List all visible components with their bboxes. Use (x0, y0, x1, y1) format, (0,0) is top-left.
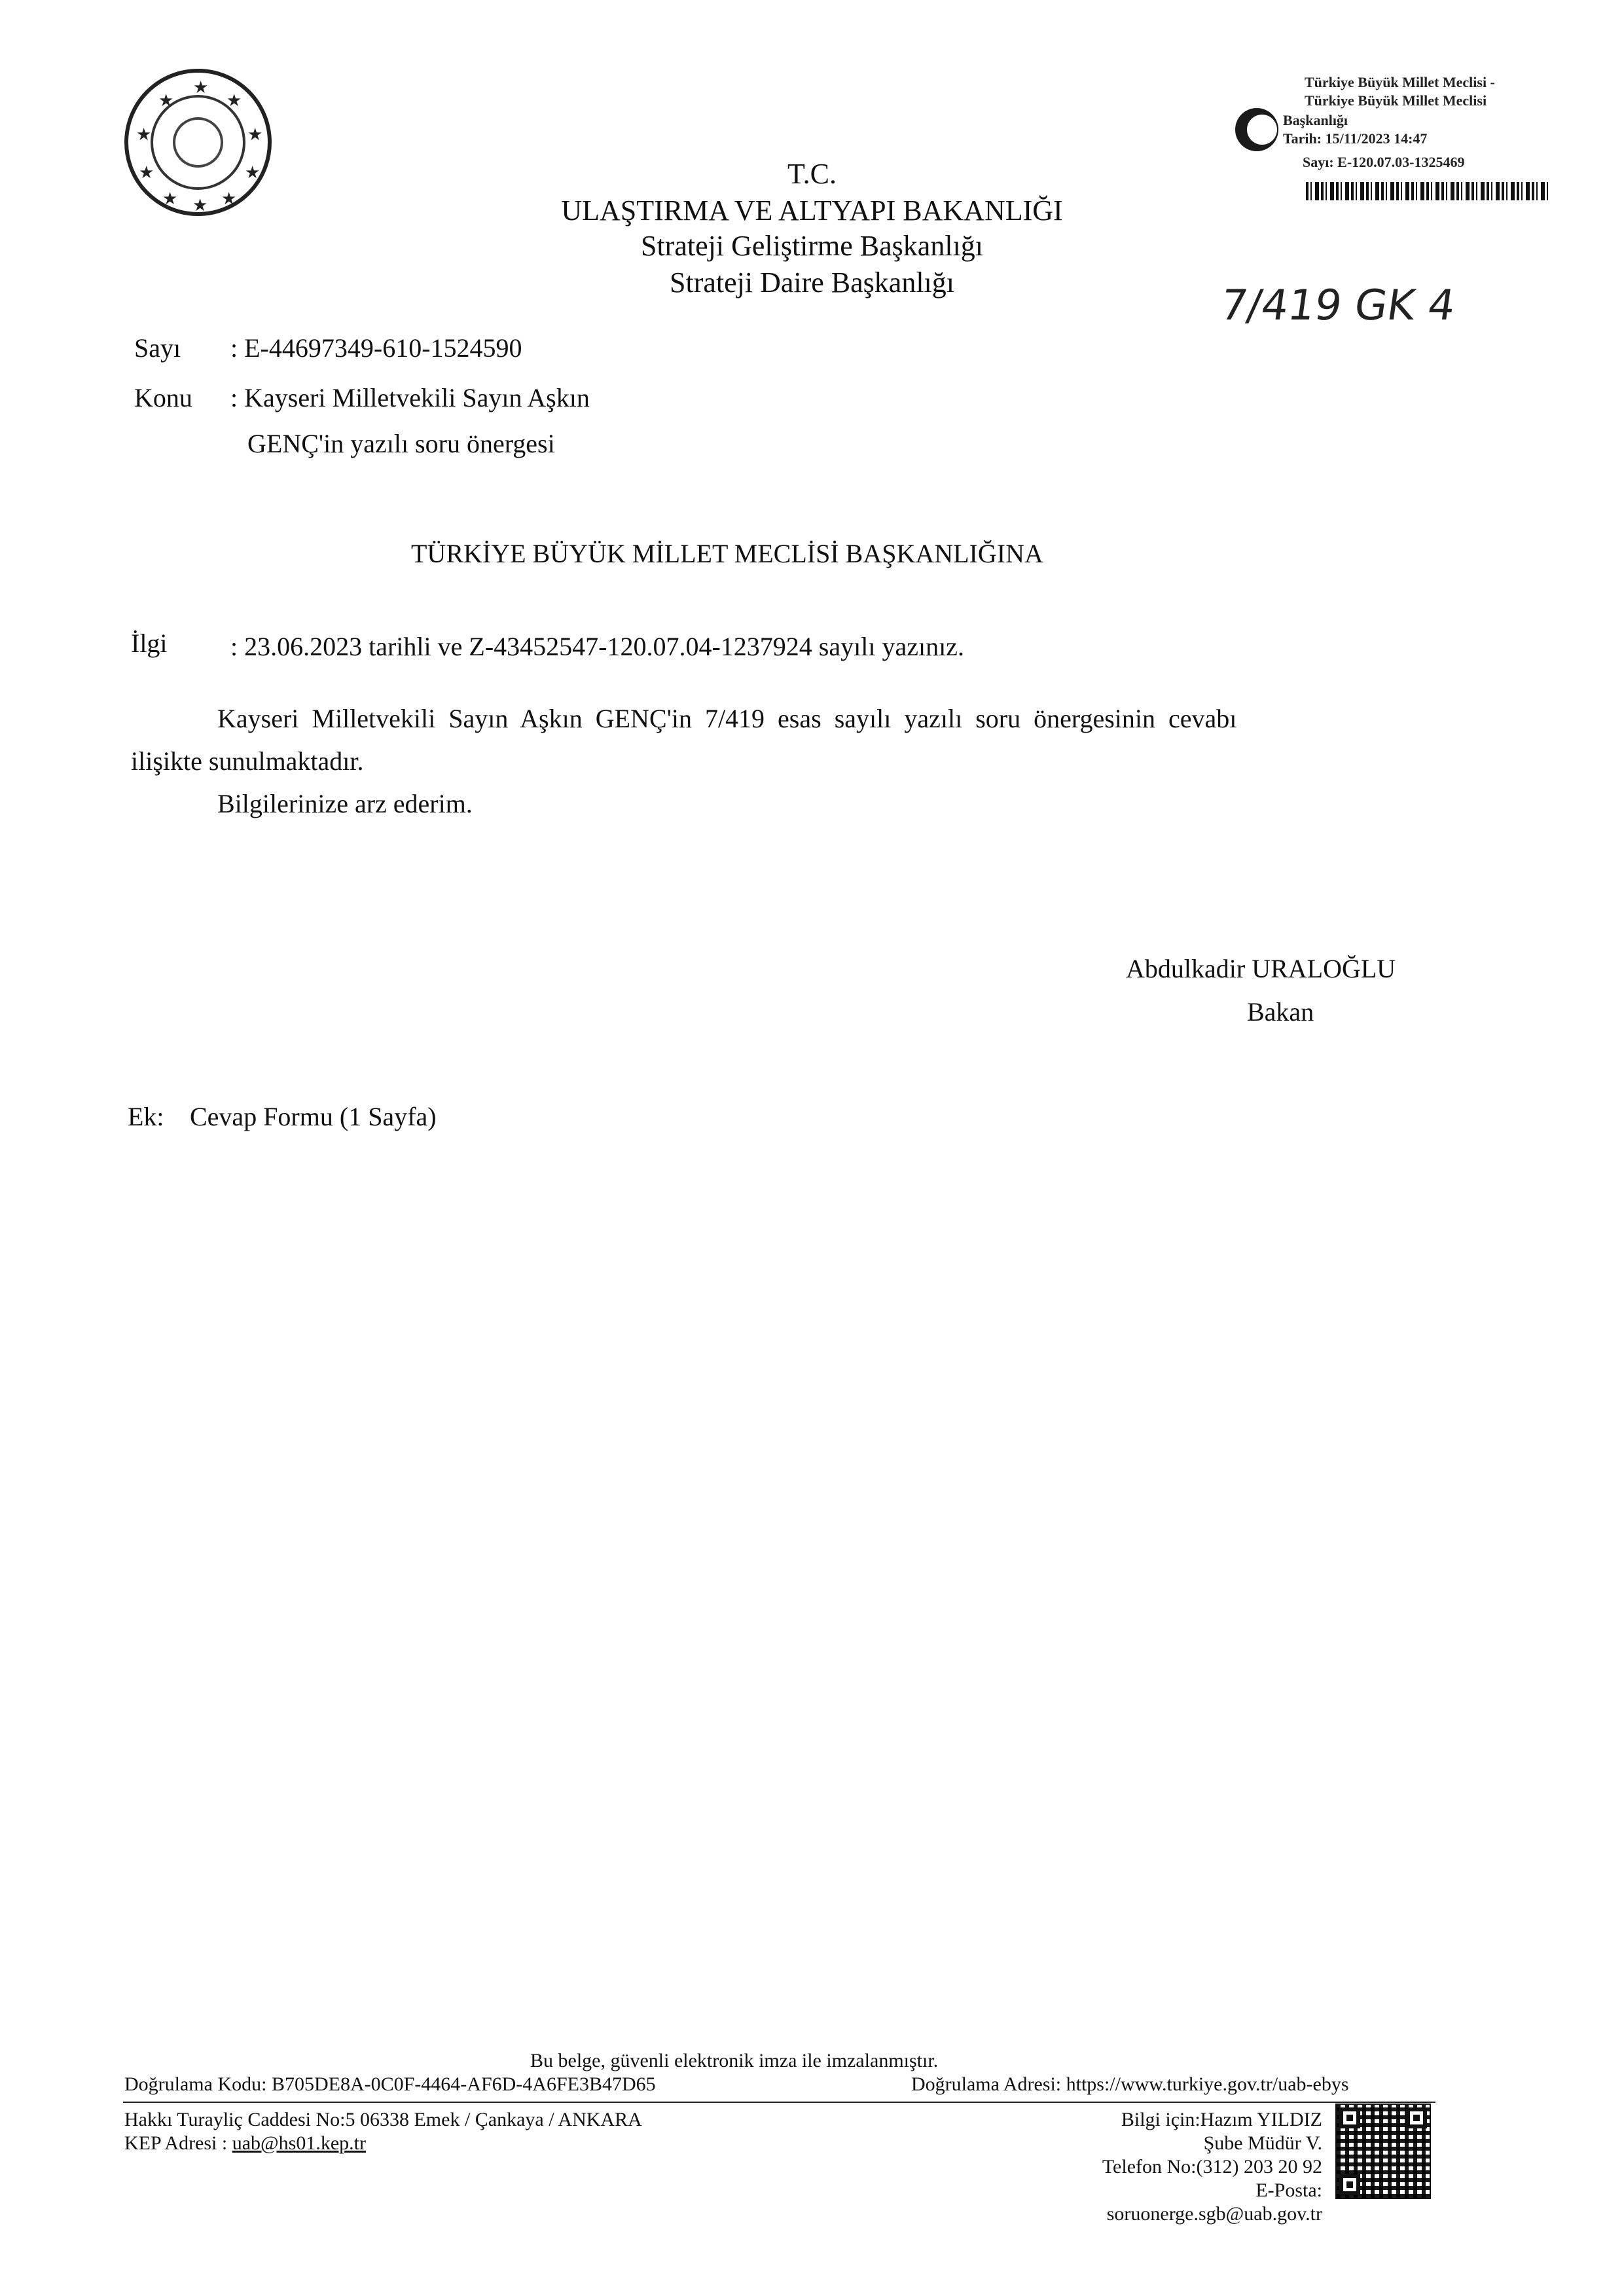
verification-code: Doğrulama Kodu: B705DE8A-0C0F-4464-AF6D-4A6FE3B47D65 (124, 2073, 656, 2095)
handwritten-note: 7/419 GK 4 (1217, 282, 1458, 330)
contact-role: Şube Müdür V. (1203, 2132, 1322, 2154)
qr-code-icon (1335, 2104, 1431, 2199)
ilgi-value: : 23.06.2023 tarihli ve Z-43452547-120.07.04-1237924 sayılı yazınız. (230, 632, 964, 661)
ministry-seal-icon (124, 69, 272, 216)
seal-star-icon: ★ (221, 189, 237, 209)
esign-note: Bu belge, güvenli elektronik imza ile imzalanmıştır. (530, 2050, 939, 2071)
stamp-number: Sayı: E-120.07.03-1325469 (1303, 154, 1465, 170)
seal-star-icon: ★ (193, 78, 209, 98)
seal-star-icon: ★ (245, 163, 261, 183)
recipient-title: TÜRKİYE BÜYÜK MİLLET MECLİSİ BAŞKANLIĞINA (411, 539, 1043, 568)
body-paragraph-1-line-2: ilişikte sunulmaktadır. (131, 746, 364, 776)
qr-finder (1339, 2174, 1360, 2195)
kep-value: uab@hs01.kep.tr (232, 2132, 366, 2154)
kep-address (124, 2132, 366, 2155)
signatory-title: Bakan (1247, 997, 1314, 1027)
sayi-label: Sayı (134, 333, 181, 363)
seal-star-icon: ★ (226, 91, 242, 111)
stamp-line-2: Türkiye Büyük Millet Meclisi (1305, 92, 1487, 109)
header-directorate: Strateji Geliştirme Başkanlığı (640, 230, 983, 262)
attachment-label: Ek: (128, 1102, 164, 1131)
body-paragraph-1-line-1: Kayseri Milletvekili Sayın Aşkın GENÇ'in 7/419 esas sayılı yazılı soru önergesinin cevabı (217, 704, 1237, 733)
header-department: Strateji Daire Başkanlığı (670, 266, 954, 299)
seal-star-icon: ★ (192, 196, 208, 215)
seal-star-icon: ★ (139, 163, 154, 183)
seal-star-icon: ★ (162, 189, 178, 209)
header-tc: T.C. (787, 158, 837, 190)
konu-label: Konu (134, 383, 192, 412)
stamp-date: Tarih: 15/11/2023 14:47 (1283, 130, 1428, 147)
contact-email-label: E-Posta: (1255, 2179, 1322, 2201)
contact-email: soruonerge.sgb@uab.gov.tr (1106, 2203, 1322, 2225)
konu-value-line1: : Kayseri Milletvekili Sayın Aşkın (230, 383, 590, 412)
signatory-name: Abdulkadir URALOĞLU (1126, 954, 1396, 983)
seal-star-icon: ★ (158, 91, 174, 111)
konu-value-line2: GENÇ'in yazılı soru önergesi (247, 429, 555, 458)
qr-finder (1406, 2107, 1427, 2128)
sayi-value: : E-44697349-610-1524590 (230, 333, 522, 363)
qr-finder (1339, 2107, 1360, 2128)
crescent-star-icon (1235, 108, 1278, 151)
verification-address: Doğrulama Adresi: https://www.turkiye.gov.tr/uab-ebys (911, 2073, 1349, 2095)
ilgi-label: İlgi (131, 629, 168, 658)
attachment-value: Cevap Formu (1 Sayfa) (190, 1102, 437, 1131)
address: Hakkı Turayliç Caddesi No:5 06338 Emek / Çankaya / ANKARA (124, 2109, 642, 2130)
stamp-line-3: Başkanlığı (1283, 112, 1348, 128)
seal-star-icon: ★ (136, 125, 152, 145)
seal-star-icon: ★ (247, 125, 263, 145)
body-paragraph-2: Bilgilerinize arz ederim. (217, 789, 473, 818)
footer-divider (123, 2102, 1435, 2103)
header-ministry: ULAŞTIRMA VE ALTYAPI BAKANLIĞI (561, 194, 1063, 227)
contact-person: Bilgi için:Hazım YILDIZ (1121, 2109, 1322, 2130)
contact-phone: Telefon No:(312) 203 20 92 (1102, 2156, 1322, 2178)
kep-label: KEP Adresi : (124, 2132, 232, 2154)
stamp-line-1: Türkiye Büyük Millet Meclisi - (1305, 74, 1495, 90)
